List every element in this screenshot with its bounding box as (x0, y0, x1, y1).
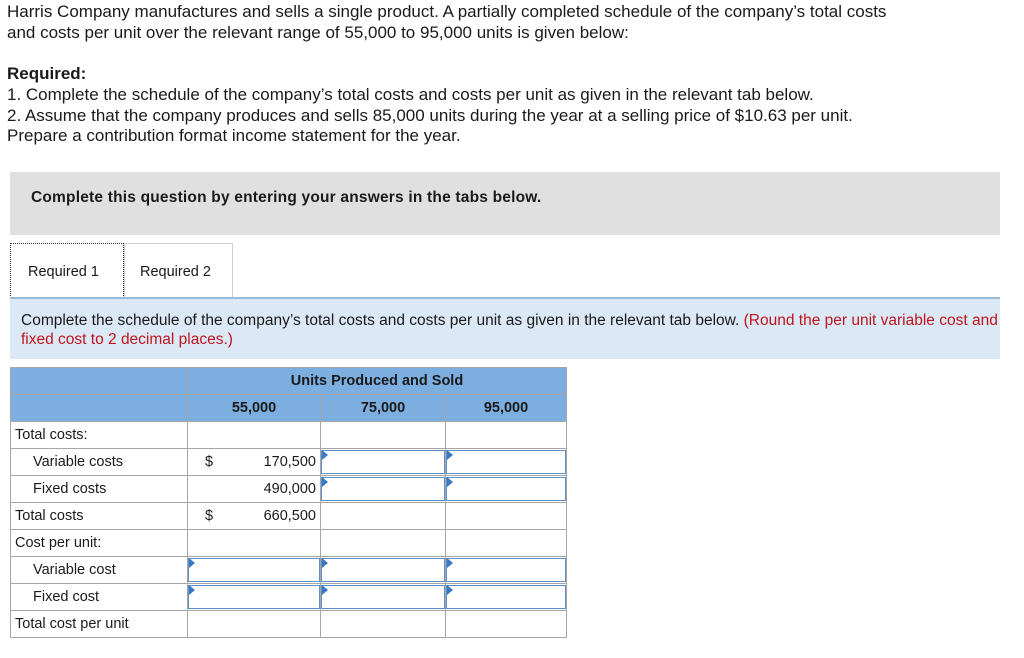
row-label: Fixed cost (11, 584, 188, 611)
variable-cost-75000-input[interactable] (321, 558, 445, 582)
instructions-banner (10, 172, 1000, 235)
total-cost-per-unit-95000-cell (446, 611, 567, 638)
total-costs-95000-cell (446, 503, 567, 530)
row-label: Total cost per unit (11, 611, 188, 638)
empty-cell (446, 422, 567, 449)
fixed-costs-55000: 490,000 (263, 481, 316, 497)
row-label: Fixed costs (11, 476, 188, 503)
problem-intro (7, 2, 1007, 43)
tab-label: Required 2 (140, 264, 211, 280)
row-label: Total costs (11, 503, 188, 530)
rounding-note: (Round the per unit variable cost and fixed cost to 2 decimal places.) (21, 312, 998, 348)
required-list (7, 85, 1012, 147)
currency-symbol: $ (205, 508, 214, 524)
empty-cell (188, 530, 321, 557)
table-row (11, 530, 567, 557)
column-header-55000: 55,000 (188, 395, 321, 422)
header-blank (11, 395, 188, 422)
fixed-cost-55000-cell (188, 584, 321, 611)
table-row (11, 611, 567, 638)
required-heading: Required: (7, 64, 87, 83)
variable-costs-95000-cell (446, 449, 567, 476)
fixed-cost-55000-input[interactable] (188, 585, 320, 609)
table-row (11, 557, 567, 584)
variable-costs-75000-cell (321, 449, 446, 476)
intro-line: and costs per unit over the relevant range of 55,000 to 95,000 units is given below: (7, 22, 629, 42)
fixed-cost-75000-input[interactable] (321, 585, 445, 609)
tab-required-1[interactable] (10, 243, 124, 298)
fixed-costs-95000-input[interactable] (446, 477, 566, 501)
row-label: Total costs: (11, 422, 188, 449)
table-row (11, 449, 567, 476)
variable-cost-95000-input[interactable] (446, 558, 566, 582)
variable-costs-75000-input[interactable] (321, 450, 445, 474)
variable-cost-95000-cell (446, 557, 567, 584)
fixed-cost-95000-cell (446, 584, 567, 611)
total-costs-75000-cell (321, 503, 446, 530)
row-label: Variable cost (11, 557, 188, 584)
empty-cell (188, 422, 321, 449)
total-costs-55000: 660,500 (263, 508, 316, 524)
instruction-text: Complete the schedule of the company’s total costs and costs per unit as given in the relevant tab below. (21, 312, 740, 329)
column-header-75000: 75,000 (321, 395, 446, 422)
row-label: Variable costs (11, 449, 188, 476)
fixed-cost-75000-cell (321, 584, 446, 611)
variable-costs-55000: 170,500 (263, 454, 316, 470)
fixed-cost-95000-input[interactable] (446, 585, 566, 609)
empty-cell (321, 422, 446, 449)
cost-schedule-table (10, 367, 567, 638)
table-row (11, 503, 567, 530)
banner-text: Complete this question by entering your answers in the tabs below. (31, 189, 542, 206)
variable-costs-95000-input[interactable] (446, 450, 566, 474)
tab-label: Required 1 (28, 264, 99, 280)
units-group-header: Units Produced and Sold (188, 368, 567, 395)
variable-cost-55000-cell (188, 557, 321, 584)
fixed-costs-75000-cell (321, 476, 446, 503)
header-blank (11, 368, 188, 395)
total-cost-per-unit-55000-cell (188, 611, 321, 638)
total-cost-per-unit-75000-cell (321, 611, 446, 638)
empty-cell (321, 530, 446, 557)
fixed-costs-95000-cell (446, 476, 567, 503)
row-label: Cost per unit: (11, 530, 188, 557)
currency-symbol: $ (205, 454, 214, 470)
table-row (11, 422, 567, 449)
tab-instruction (10, 299, 1000, 359)
empty-cell (446, 530, 567, 557)
required-item-2-continued: Prepare a contribution format income statement for the year. (7, 126, 461, 145)
required-item-1: 1. Complete the schedule of the company’s total costs and costs per unit as given in the relevant tab below. (7, 85, 814, 104)
fixed-costs-75000-input[interactable] (321, 477, 445, 501)
column-header-95000: 95,000 (446, 395, 567, 422)
variable-cost-55000-input[interactable] (188, 558, 320, 582)
required-item-2: 2. Assume that the company produces and sells 85,000 units during the year at a selling price of $10.63 per unit. (7, 105, 853, 125)
variable-cost-75000-cell (321, 557, 446, 584)
tab-required-2[interactable] (124, 243, 233, 298)
table-row (11, 476, 567, 503)
intro-line: Harris Company manufactures and sells a single product. A partially completed schedule of the company’s total costs (7, 2, 887, 21)
table-row (11, 584, 567, 611)
